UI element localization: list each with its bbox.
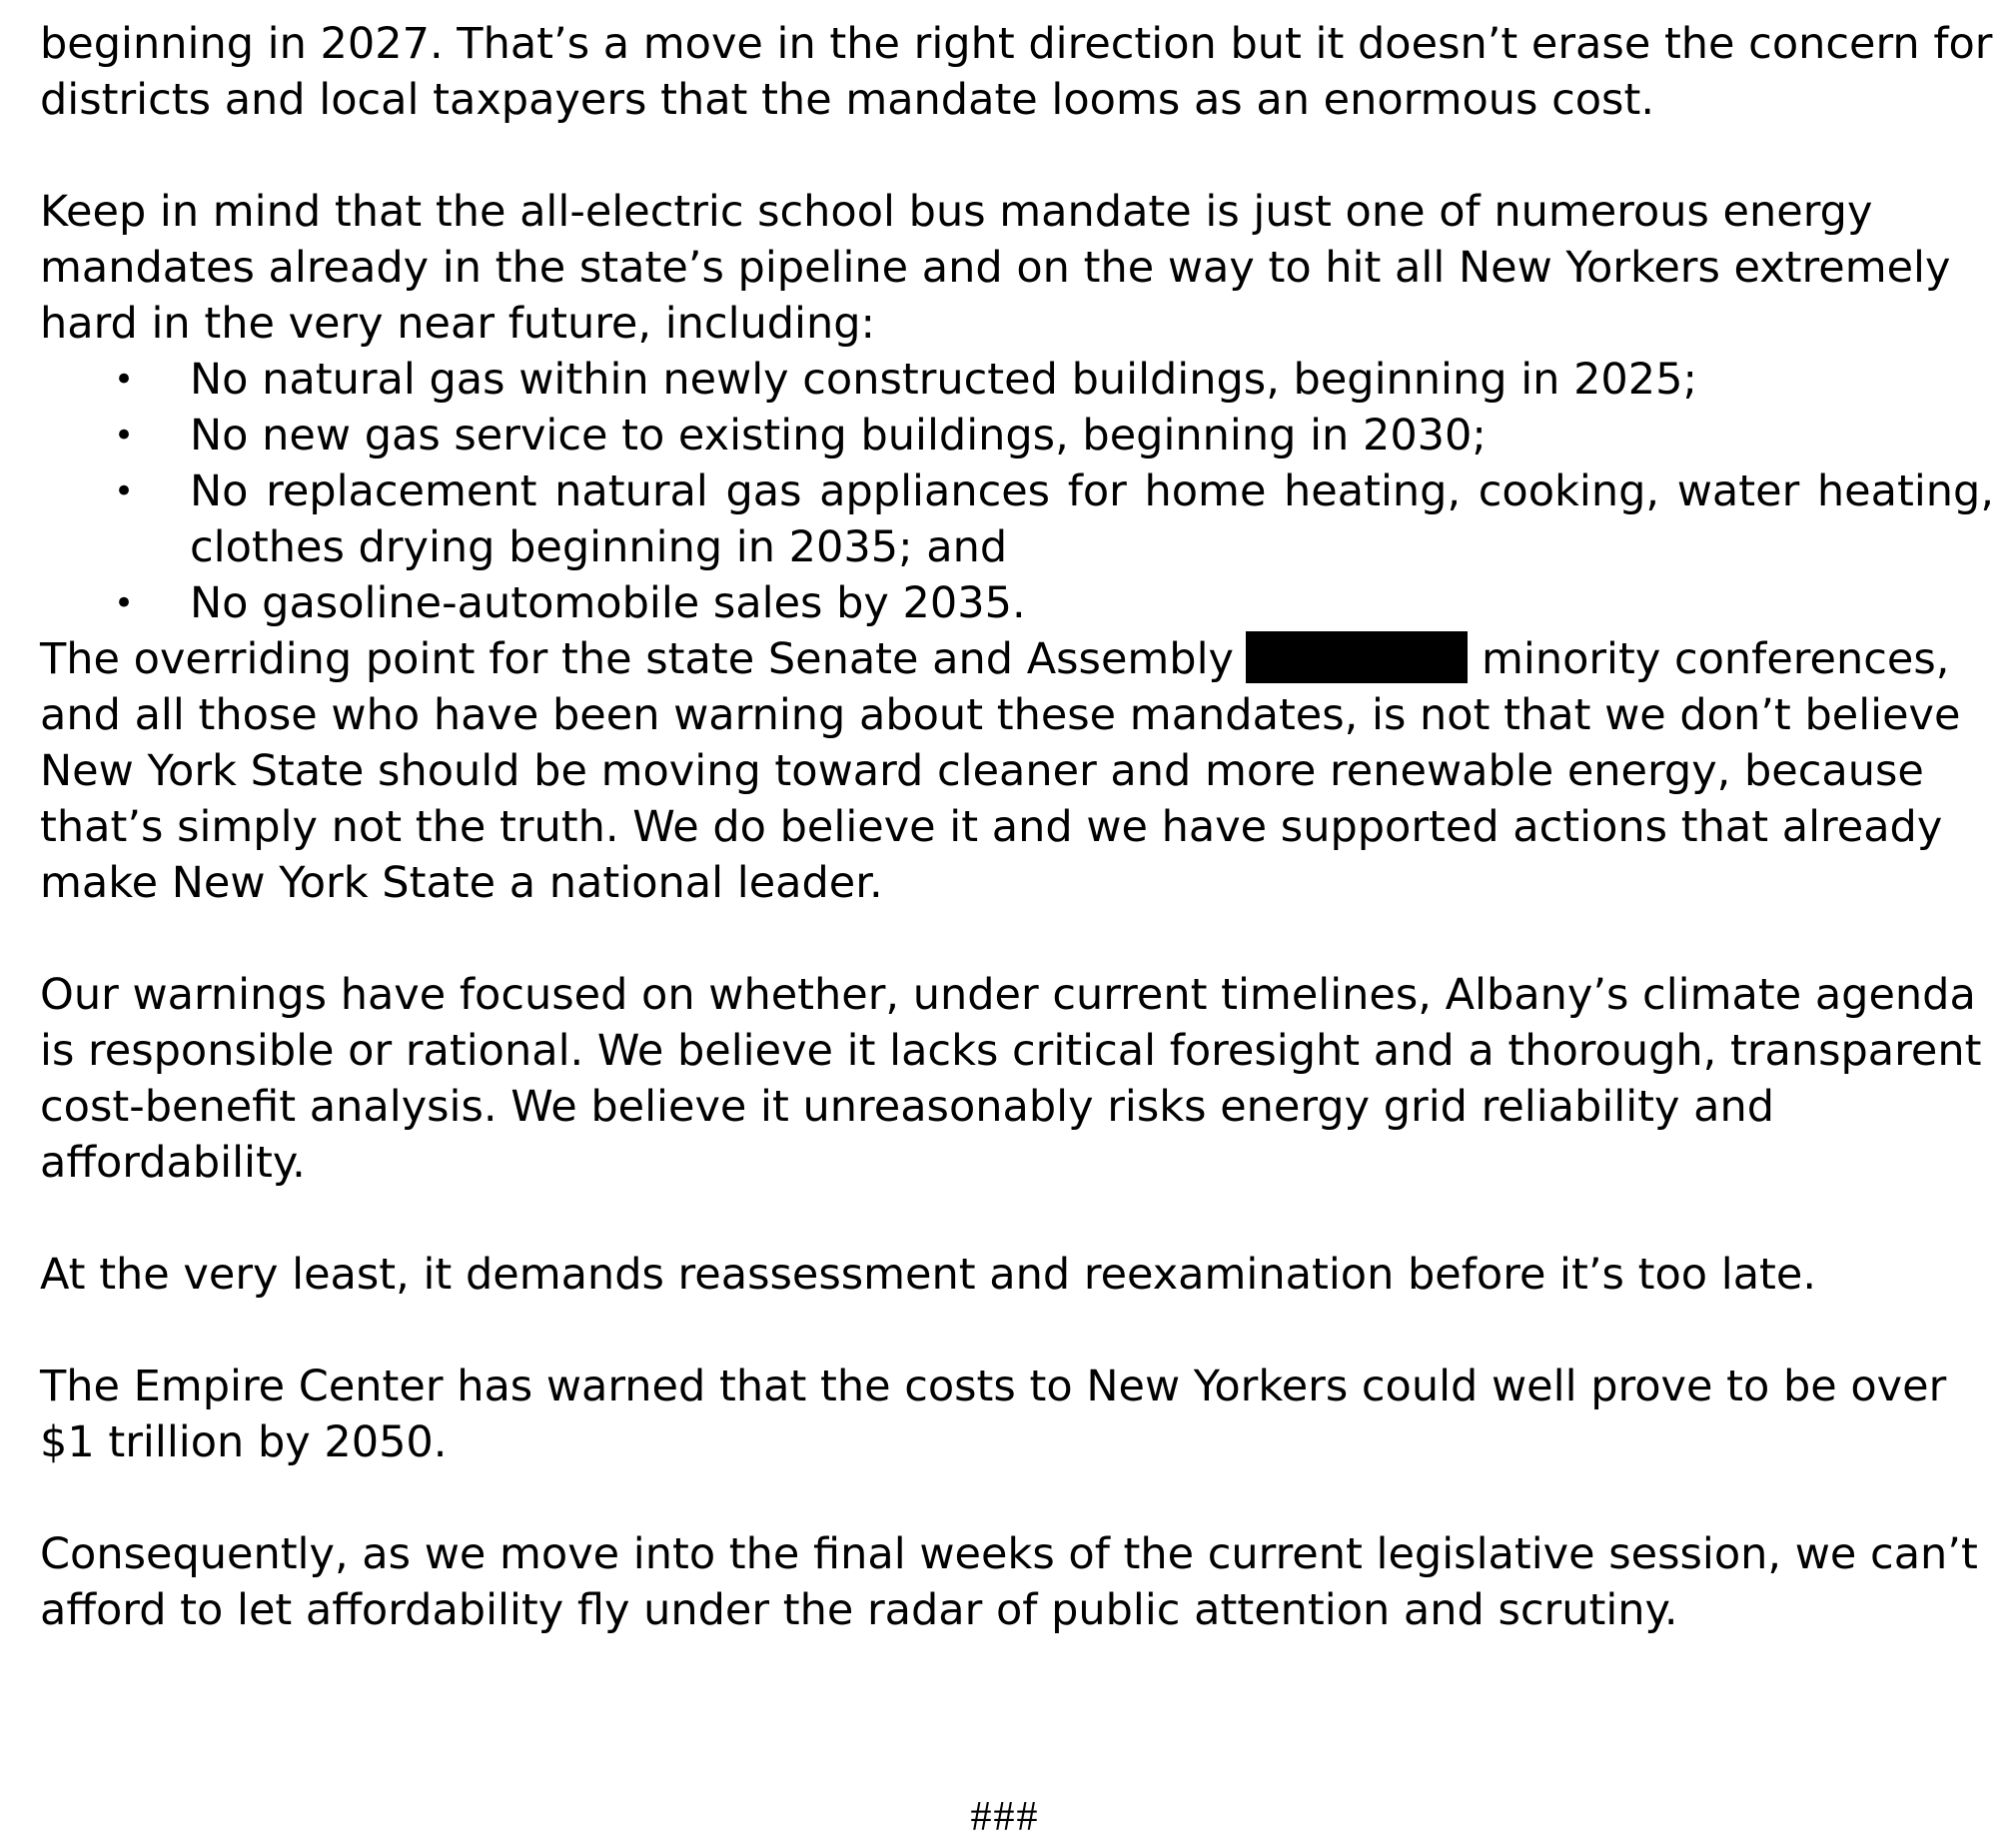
list-item-text: No natural gas within newly constructed buildings, beginning in 2025; <box>190 355 1697 405</box>
bullet-icon: • <box>114 416 135 456</box>
text-line: beginning in 2027. That’s a move in the right direction but it doesn’t erase the concern for <box>40 19 1993 69</box>
mandates-list <box>40 352 1998 631</box>
list-item <box>40 463 1994 575</box>
text-line: $1 trillion by 2050. <box>40 1417 448 1467</box>
text-line: Consequently, as we move into the final weeks of the current legislative session, we can’t <box>40 1529 1978 1579</box>
list-item <box>40 408 1994 463</box>
text-line: hard in the very near future, including: <box>40 299 876 349</box>
paragraph-4 <box>40 967 1998 1191</box>
list-item <box>40 352 1994 408</box>
document-page <box>40 16 1998 1694</box>
paragraph-2 <box>40 184 1998 352</box>
list-item-text: No replacement natural gas appliances for home heating, cooking, water heating, <box>190 466 1994 516</box>
text-line: afford to let affordability fly under the radar of public attention and scrutiny. <box>40 1585 1678 1635</box>
redaction-box <box>1246 631 1468 683</box>
text-line: At the very least, it demands reassessment and reexamination before it’s too late. <box>40 1250 1817 1300</box>
list-item-text: No new gas service to existing buildings, beginning in 2030; <box>190 411 1487 461</box>
text-line: Our warnings have focused on whether, under current timelines, Albany’s climate agenda <box>40 970 1976 1020</box>
text-segment: minority conferences, <box>1481 634 1950 684</box>
text-line: The Empire Center has warned that the costs to New Yorkers could well prove to be over <box>40 1362 1947 1411</box>
list-item-text: clothes drying beginning in 2035; and <box>190 522 1008 572</box>
end-of-release-mark: ### <box>970 1794 1040 1840</box>
paragraph-6 <box>40 1359 1998 1470</box>
bullet-icon: • <box>114 360 135 400</box>
bullet-icon: • <box>114 471 135 511</box>
text-line: districts and local taxpayers that the mandate looms as an enormous cost. <box>40 75 1654 125</box>
paragraph-5 <box>40 1247 1998 1303</box>
text-line: and all those who have been warning about these mandates, is not that we don’t believe <box>40 690 1961 740</box>
paragraph-7 <box>40 1526 1998 1638</box>
list-item <box>40 575 1994 631</box>
text-line: mandates already in the state’s pipeline and on the way to hit all New Yorkers extremely <box>40 243 1951 293</box>
text-line: New York State should be moving toward cleaner and more renewable energy, because <box>40 746 1924 796</box>
paragraph-3 <box>40 631 1998 911</box>
paragraph-1 <box>40 16 1998 128</box>
list-item-text: No gasoline-automobile sales by 2035. <box>190 578 1026 628</box>
text-line: Keep in mind that the all-electric school bus mandate is just one of numerous energy <box>40 187 1873 237</box>
text-line: that’s simply not the truth. We do believe it and we have supported actions that already <box>40 802 1943 852</box>
text-line: is responsible or rational. We believe it lacks critical foresight and a thorough, transparent <box>40 1026 1982 1076</box>
text-line: cost-benefit analysis. We believe it unreasonably risks energy grid reliability and <box>40 1082 1775 1132</box>
text-segment: The overriding point for the state Senate and Assembly <box>40 634 1234 684</box>
text-line: affordability. <box>40 1138 306 1188</box>
text-line: make New York State a national leader. <box>40 858 883 908</box>
bullet-icon: • <box>114 583 135 623</box>
text-line-with-redaction <box>40 631 1998 687</box>
